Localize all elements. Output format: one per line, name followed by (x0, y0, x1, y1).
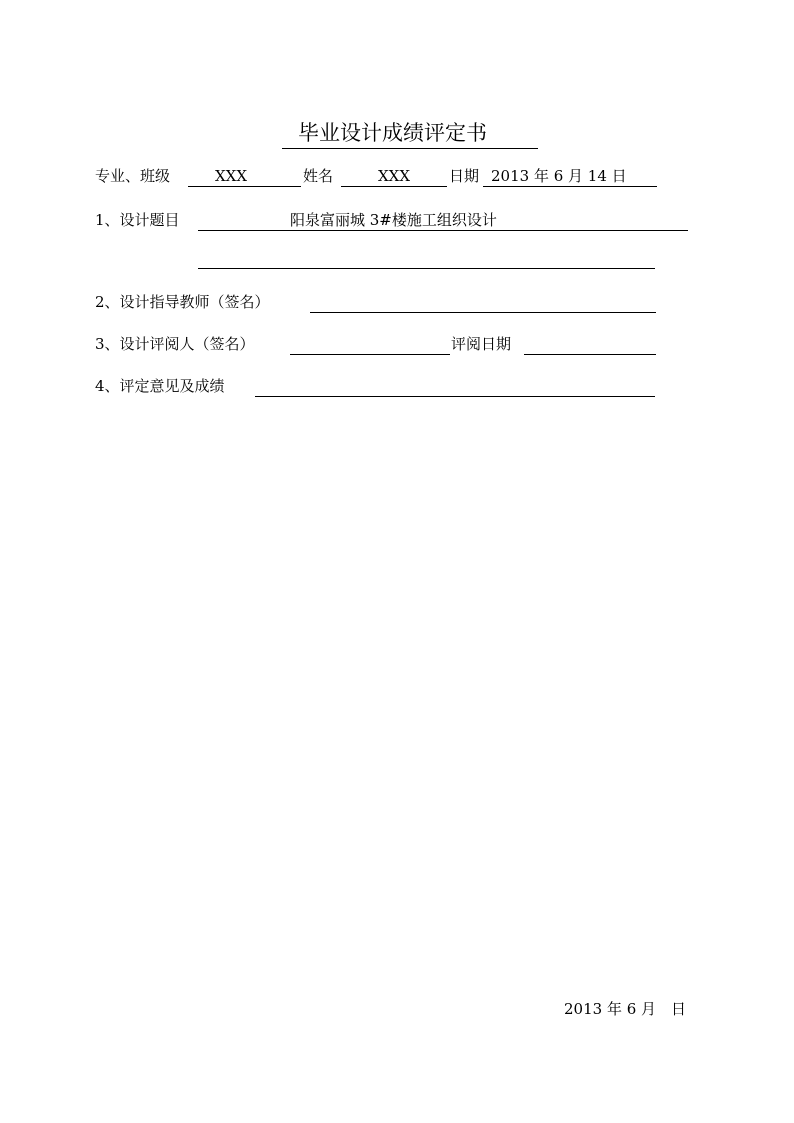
document-title (282, 118, 538, 149)
date-value: 2013 年 6 月 14 日 (491, 167, 627, 185)
name-field[interactable] (341, 166, 447, 187)
title-text: 毕业设计成绩评定书 (298, 121, 487, 145)
review-date-label: 评阅日期 (451, 335, 512, 353)
major-class-label: 专业、班级 (95, 167, 171, 185)
name-value: XXX (378, 167, 411, 185)
date-field[interactable] (483, 166, 657, 187)
major-class-field[interactable] (188, 166, 301, 187)
date-label: 日期 (449, 167, 480, 185)
advisor-signature-label: 2、设计指导教师（签名） (95, 293, 270, 311)
reviewer-signature-field[interactable] (290, 334, 450, 355)
design-topic-label: 1、设计题目 (95, 211, 180, 229)
footer-date: 2013 年 6 月 日 (564, 1000, 687, 1018)
design-topic-value: 阳泉富丽城 3#楼施工组织设计 (290, 211, 497, 229)
review-date-field[interactable] (524, 334, 656, 355)
major-class-value: XXX (215, 167, 248, 185)
evaluation-grade-field[interactable] (255, 376, 655, 397)
advisor-signature-field[interactable] (310, 292, 656, 313)
design-topic-continuation-line[interactable] (198, 268, 655, 269)
evaluation-grade-label: 4、评定意见及成绩 (95, 377, 225, 395)
design-topic-field[interactable] (198, 210, 688, 231)
reviewer-signature-label: 3、设计评阅人（签名） (95, 335, 255, 353)
name-label: 姓名 (303, 167, 334, 185)
